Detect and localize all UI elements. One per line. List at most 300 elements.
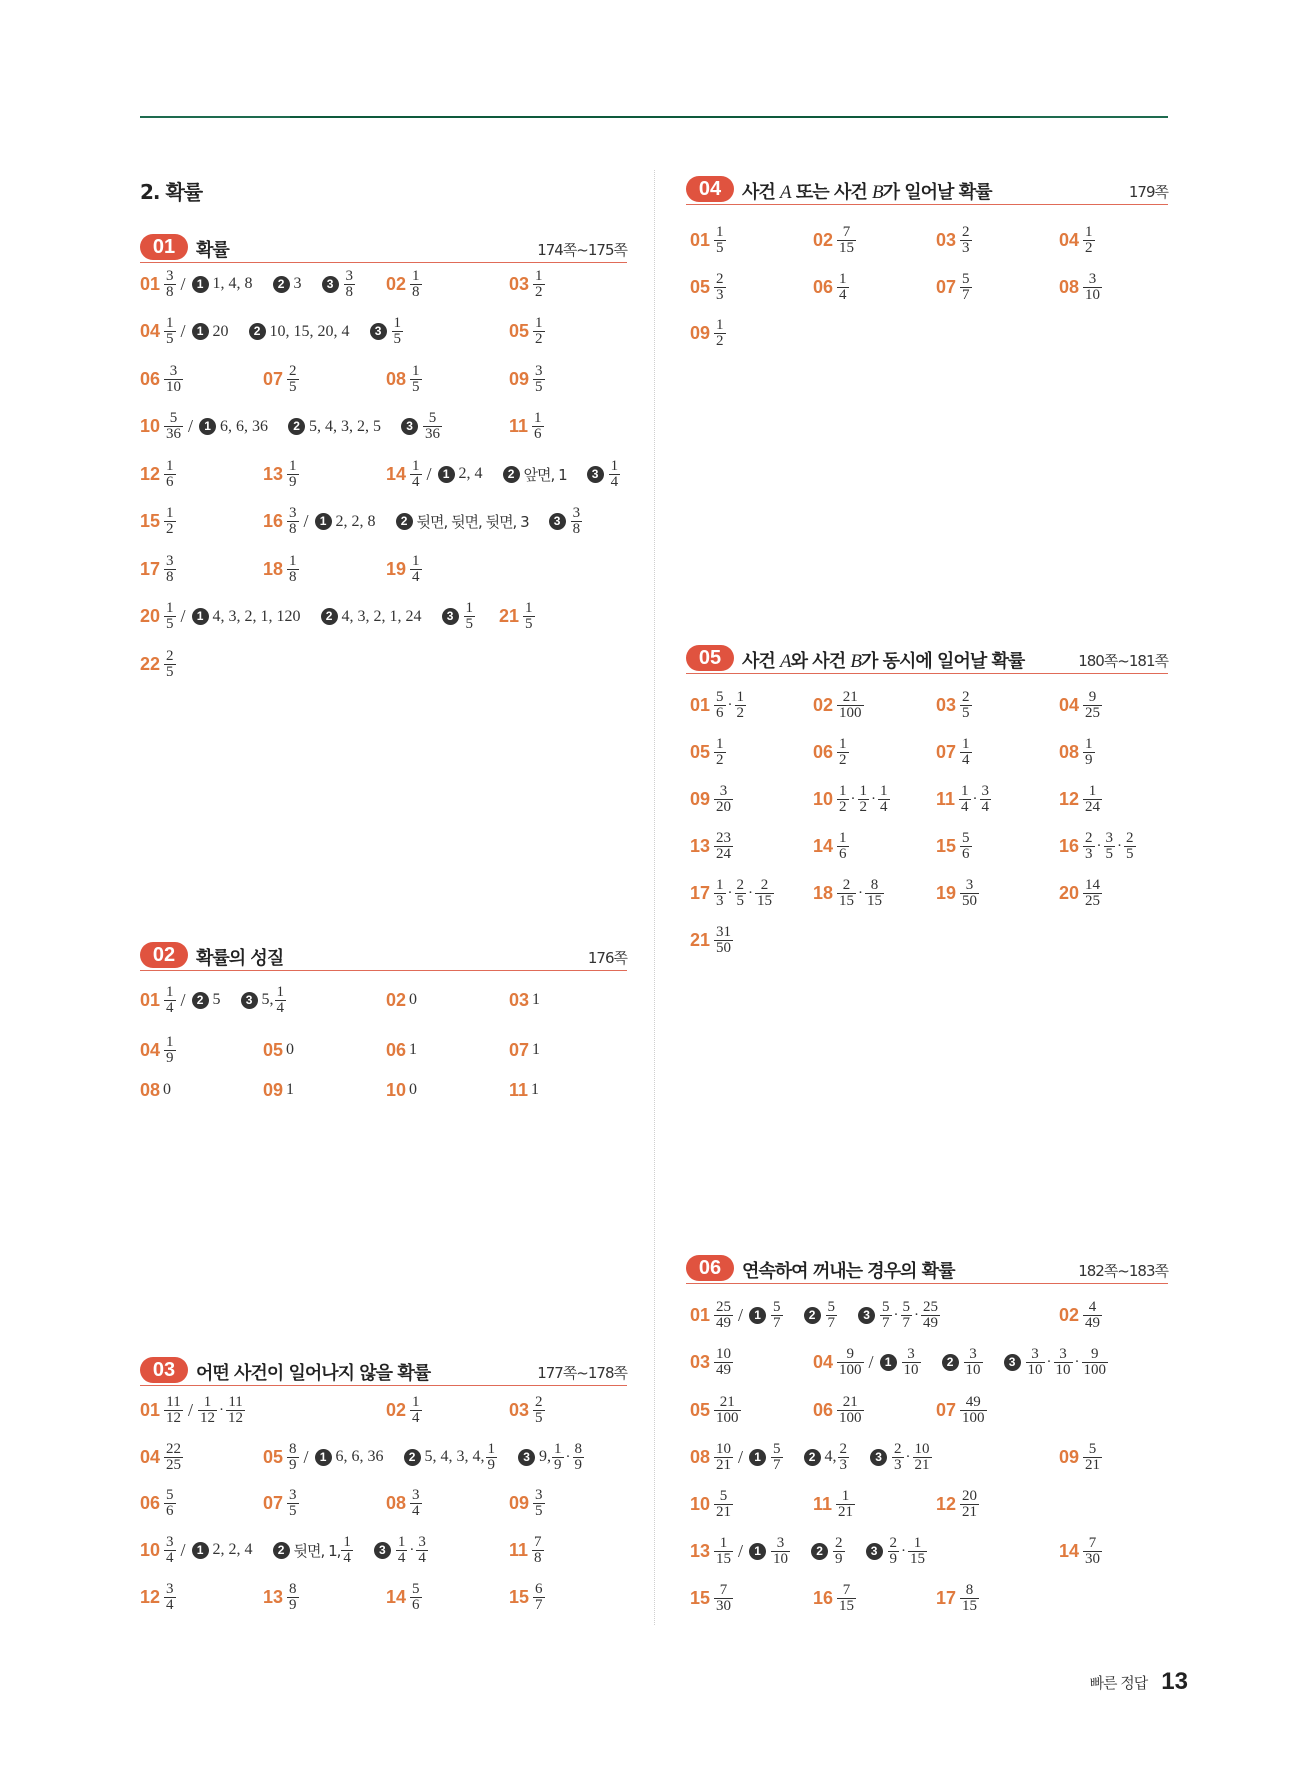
answer-text: 1	[532, 1041, 541, 1058]
answer-number: 20	[1059, 882, 1080, 903]
denominator: 21	[1085, 1456, 1101, 1473]
answer-item	[263, 1483, 300, 1523]
step-2-icon: 2	[192, 992, 209, 1009]
denominator: 21	[716, 1456, 732, 1473]
answer-number: 06	[140, 368, 161, 389]
denominator: 25	[166, 1456, 182, 1473]
answer-number: 10	[140, 1539, 161, 1560]
fraction	[837, 831, 849, 862]
numerator: 1	[719, 1534, 728, 1551]
step-1-icon: 1	[438, 466, 455, 483]
section-05-header	[686, 643, 1168, 674]
numerator: 1	[839, 829, 847, 846]
numerator: 3	[1059, 1345, 1067, 1362]
answer-item	[499, 597, 536, 637]
separator-dot: ·	[858, 884, 864, 901]
answer-text: 0	[163, 1081, 172, 1098]
answer-text: 1	[531, 1081, 540, 1098]
numerator: 3	[1031, 1345, 1039, 1362]
answer-item	[140, 644, 177, 684]
fraction	[164, 506, 176, 537]
fraction	[287, 1488, 299, 1519]
answer-item	[140, 1483, 177, 1523]
slash: /	[188, 1399, 194, 1420]
answer-number: 02	[1059, 1304, 1080, 1325]
fraction	[523, 601, 535, 632]
step-3-icon: 3	[442, 608, 459, 625]
numerator: 10	[716, 1345, 732, 1362]
denominator: 15	[839, 1597, 855, 1614]
step-2-icon: 2	[273, 1542, 290, 1559]
fraction	[902, 1347, 921, 1378]
step-3-icon: 3	[322, 276, 339, 293]
answer-number: 08	[1059, 276, 1080, 297]
denominator: 8	[166, 283, 174, 300]
answer-item	[690, 267, 727, 307]
slash: /	[303, 511, 309, 531]
answer-number: 11	[509, 1079, 529, 1100]
answer-number: 03	[509, 1399, 530, 1420]
answer-item	[140, 264, 356, 304]
denominator: 15	[716, 1550, 732, 1567]
numerator: 1	[412, 552, 420, 569]
fraction	[410, 459, 422, 490]
fraction	[287, 364, 299, 395]
fraction	[344, 269, 356, 300]
fraction	[533, 364, 545, 395]
fraction	[275, 985, 287, 1016]
answer-number: 06	[140, 1492, 161, 1513]
answer-number: 07	[263, 1492, 284, 1513]
separator-dot: ·	[914, 1306, 920, 1323]
answer-item	[140, 312, 404, 352]
fraction	[1104, 831, 1116, 862]
denominator: 4	[343, 1549, 351, 1566]
denominator: 21	[914, 1456, 930, 1473]
denominator: 7	[962, 286, 970, 303]
numerator: 1	[736, 688, 745, 705]
denominator: 9	[554, 1456, 562, 1473]
answer-item	[813, 1390, 865, 1430]
numerator: 7	[719, 1581, 728, 1598]
answer-number: 13	[690, 835, 711, 856]
numerator: 1	[487, 1440, 496, 1457]
section-badge: 03	[140, 1357, 188, 1383]
numerator: 1	[289, 552, 297, 569]
section-pages: 182쪽~183쪽	[1078, 1262, 1168, 1280]
answer-item	[386, 264, 423, 304]
slash: /	[868, 1351, 874, 1372]
answer-number: 18	[263, 558, 284, 579]
numerator: 21	[842, 1393, 858, 1410]
answer-item	[263, 1070, 294, 1110]
answer-number: 05	[690, 1399, 711, 1420]
answer-item	[509, 264, 546, 304]
answer-number: 14	[813, 835, 834, 856]
denominator: 49	[1085, 1314, 1101, 1331]
fraction	[1083, 1442, 1102, 1473]
answer-number: 07	[936, 276, 957, 297]
step-3-icon: 3	[241, 992, 258, 1009]
fraction	[714, 225, 726, 256]
denominator: 6	[166, 473, 174, 490]
answer-text: 4,	[824, 1448, 837, 1465]
numerator: 1	[535, 267, 543, 284]
denominator: 3	[1085, 845, 1093, 862]
numerator: 21	[719, 1393, 735, 1410]
fraction	[714, 1536, 733, 1567]
separator-dot: ·	[1074, 1353, 1080, 1370]
numerator: 1	[343, 1533, 351, 1550]
numerator: 8	[574, 1440, 583, 1457]
answer-number: 14	[386, 463, 407, 484]
fraction	[837, 1583, 856, 1614]
answer-item	[386, 980, 417, 1020]
answer-item	[936, 1578, 980, 1618]
section-title: 연속하여 꺼내는 경우의 확률	[742, 1261, 955, 1282]
answer-number: 01	[690, 1304, 711, 1325]
fraction	[714, 878, 726, 909]
numerator: 7	[534, 1533, 542, 1550]
fraction	[164, 554, 176, 585]
numerator: 9	[846, 1345, 855, 1362]
answer-item	[509, 1070, 539, 1110]
denominator: 2	[839, 751, 847, 768]
top-rule-accent	[290, 116, 1020, 118]
fraction	[838, 1442, 850, 1473]
separator-dot: ·	[727, 884, 733, 901]
fraction	[1083, 1300, 1102, 1331]
separator-dot: ·	[1046, 1353, 1052, 1370]
section-pages: 180쪽~181쪽	[1078, 652, 1168, 670]
denominator: 36	[166, 426, 182, 442]
slash: /	[180, 321, 186, 341]
denominator: 3	[716, 286, 724, 303]
numerator: 1	[839, 782, 847, 799]
denominator: 8	[166, 568, 174, 585]
answer-item	[509, 1030, 540, 1070]
numerator: 3	[981, 782, 990, 799]
step-1-icon: 1	[192, 608, 209, 625]
denominator: 15	[839, 239, 855, 256]
numerator: 14	[1085, 876, 1101, 893]
denominator: 100	[1083, 1361, 1107, 1378]
fraction	[410, 364, 422, 395]
answer-number: 15	[936, 835, 957, 856]
fraction	[880, 1300, 892, 1331]
denominator: 12	[200, 1409, 216, 1426]
answer-number: 01	[690, 694, 711, 715]
denominator: 10	[166, 378, 182, 395]
numerator: 5	[827, 1298, 836, 1315]
denominator: 5	[289, 378, 297, 395]
answer-item	[690, 873, 775, 913]
numerator: 3	[166, 1580, 174, 1597]
denominator: 7	[827, 1314, 836, 1331]
denominator: 25	[1085, 704, 1101, 721]
answer-item	[813, 1484, 856, 1524]
fraction	[714, 925, 733, 956]
page-footer	[1090, 1668, 1188, 1696]
chapter-title: 2. 확률	[140, 180, 203, 204]
numerator: 1	[166, 983, 174, 1000]
step-1-icon: 1	[315, 1449, 332, 1466]
answer-item	[386, 1390, 423, 1430]
fraction	[714, 318, 726, 349]
denominator: 4	[397, 1549, 406, 1566]
denominator: 4	[412, 568, 420, 585]
fraction	[837, 878, 856, 909]
numerator: 3	[412, 1486, 420, 1503]
numerator: 8	[289, 1440, 297, 1457]
section-04-header	[686, 174, 1168, 205]
answer-item	[813, 685, 865, 725]
answer-item	[140, 407, 443, 447]
denominator: 9	[289, 473, 297, 490]
answer-text: 5	[212, 991, 221, 1008]
numerator: 3	[1105, 829, 1114, 846]
numerator: 5	[169, 410, 178, 426]
answer-number: 02	[813, 694, 834, 715]
numerator: 7	[842, 223, 851, 240]
answer-text: 1, 4, 8	[212, 275, 253, 292]
fraction	[571, 506, 583, 537]
fraction	[960, 1583, 979, 1614]
denominator: 5	[412, 378, 420, 395]
denominator: 2	[839, 798, 847, 815]
fraction	[837, 272, 849, 303]
step-3-icon: 3	[374, 1542, 391, 1559]
answer-item	[690, 685, 747, 725]
answer-number: 11	[936, 788, 956, 809]
fraction	[714, 737, 726, 768]
numerator: 2	[166, 647, 174, 664]
answer-item	[509, 359, 546, 399]
answer-text: 0	[409, 991, 418, 1008]
section-badge: 04	[686, 176, 734, 202]
step-2-icon: 2	[273, 276, 290, 293]
answer-text: 10, 15, 20, 4	[269, 322, 350, 340]
fraction	[960, 272, 972, 303]
numerator: 1	[166, 505, 174, 521]
answer-text: 9,	[539, 1448, 552, 1465]
answer-number: 05	[690, 276, 711, 297]
fraction	[960, 225, 972, 256]
answer-text: 1	[532, 991, 541, 1008]
denominator: 30	[716, 1597, 732, 1614]
fraction	[980, 784, 992, 815]
fraction	[714, 1395, 741, 1426]
numerator: 25	[923, 1298, 939, 1315]
numerator: 1	[203, 1393, 212, 1410]
numerator: 1	[880, 782, 888, 799]
answer-item	[936, 732, 973, 772]
answer-number: 01	[140, 1399, 161, 1420]
fraction	[552, 1442, 564, 1473]
section-title: 확률의 성질	[196, 948, 284, 969]
separator-dot: ·	[893, 1306, 899, 1323]
denominator: 5	[525, 616, 533, 632]
slash: /	[738, 1540, 744, 1561]
numerator: 7	[842, 1581, 851, 1598]
answer-number: 19	[936, 882, 957, 903]
denominator: 3	[894, 1456, 902, 1473]
answer-item	[140, 1070, 171, 1110]
answer-item	[690, 826, 734, 866]
answer-text: 6, 6, 36	[220, 417, 269, 435]
denominator: 9	[835, 1550, 843, 1567]
fraction	[410, 269, 422, 300]
numerator: 3	[166, 552, 174, 569]
answer-number: 11	[509, 416, 529, 436]
answer-text: 2, 4	[458, 465, 483, 482]
denominator: 49	[716, 1314, 732, 1331]
fraction	[486, 1442, 498, 1473]
fraction	[826, 1300, 838, 1331]
denominator: 7	[773, 1314, 781, 1331]
answer-number: 14	[1059, 1540, 1080, 1561]
numerator: 20	[962, 1487, 978, 1504]
numerator: 2	[962, 223, 970, 240]
numerator: 2	[894, 1440, 902, 1457]
numerator: 1	[839, 735, 847, 752]
fraction	[735, 878, 747, 909]
answer-item	[690, 1484, 734, 1524]
fraction	[921, 1300, 940, 1331]
answer-number: 04	[1059, 229, 1080, 250]
answer-item	[1059, 1295, 1103, 1335]
step-1-icon: 1	[199, 418, 216, 435]
answer-item	[509, 1577, 546, 1617]
answer-number: 15	[509, 1586, 530, 1607]
fraction	[960, 831, 972, 862]
answer-item	[386, 1483, 423, 1523]
section-06-header	[686, 1253, 1168, 1284]
answer-item	[509, 1390, 546, 1430]
fraction	[714, 1583, 733, 1614]
answer-number: 10	[386, 1079, 407, 1100]
denominator: 4	[412, 473, 420, 490]
step-2-icon: 2	[321, 608, 338, 625]
step-1-icon: 1	[880, 1354, 897, 1371]
denominator: 100	[716, 1409, 739, 1426]
fraction	[410, 1488, 422, 1519]
fraction	[960, 690, 972, 721]
fraction	[164, 411, 183, 442]
denominator: 6	[839, 845, 847, 862]
denominator: 24	[716, 845, 732, 862]
numerator: 1	[525, 600, 533, 616]
slash: /	[738, 1446, 744, 1467]
numerator: 1	[412, 267, 420, 284]
answer-item	[263, 1437, 585, 1477]
numerator: 2	[760, 876, 769, 893]
step-2-icon: 2	[811, 1543, 828, 1560]
separator-dot: ·	[727, 696, 733, 713]
section-03-header	[140, 1355, 627, 1386]
denominator: 5	[166, 616, 174, 632]
answer-number: 09	[690, 322, 711, 343]
denominator: 20	[716, 798, 732, 815]
fraction	[287, 1582, 299, 1613]
answer-number: 12	[140, 463, 161, 484]
answer-item	[813, 267, 850, 307]
denominator: 7	[882, 1314, 890, 1331]
answer-number: 10	[813, 788, 834, 809]
answer-item	[936, 826, 973, 866]
fraction	[714, 1442, 733, 1473]
denominator: 100	[962, 1409, 985, 1426]
numerator: 1	[534, 410, 542, 426]
answer-number: 07	[936, 1399, 957, 1420]
answer-number: 01	[690, 229, 711, 250]
denominator: 21	[962, 1503, 978, 1520]
answer-number: 08	[690, 1446, 711, 1467]
fraction	[1083, 784, 1102, 815]
denominator: 10	[965, 1361, 981, 1378]
fraction	[198, 1395, 217, 1426]
denominator: 5	[166, 331, 174, 347]
fraction	[533, 316, 545, 347]
fraction	[964, 1347, 983, 1378]
answer-text: 3	[293, 275, 302, 292]
fraction	[287, 554, 299, 585]
numerator: 3	[535, 1486, 543, 1503]
answer-item	[690, 920, 734, 960]
numerator: 1	[716, 316, 724, 333]
answer-number: 07	[936, 741, 957, 762]
denominator: 10	[903, 1361, 919, 1378]
denominator: 2	[716, 751, 724, 768]
step-3-icon: 3	[518, 1449, 535, 1466]
fraction	[878, 784, 890, 815]
denominator: 5	[535, 1502, 543, 1519]
denominator: 7	[902, 1314, 911, 1331]
fraction	[164, 1535, 176, 1566]
denominator: 7	[773, 1456, 781, 1473]
numerator: 3	[166, 1533, 174, 1550]
answer-item	[1059, 1437, 1103, 1477]
fraction	[908, 1536, 927, 1567]
answer-number: 04	[140, 1446, 161, 1467]
fraction	[714, 831, 733, 862]
slash: /	[180, 606, 186, 626]
denominator: 5	[289, 1502, 297, 1519]
step-2-icon: 2	[404, 1449, 421, 1466]
answer-item	[813, 1342, 1109, 1382]
fraction	[164, 985, 176, 1016]
denominator: 2	[716, 332, 724, 349]
slash: /	[738, 1304, 744, 1325]
step-3-icon: 3	[587, 466, 604, 483]
denominator: 15	[839, 892, 855, 909]
answer-item	[1059, 685, 1103, 725]
separator-dot: ·	[1117, 837, 1123, 854]
denominator: 10	[1027, 1361, 1043, 1378]
numerator: 11	[228, 1393, 243, 1410]
answer-number: 15	[690, 1587, 711, 1608]
numerator: 7	[1088, 1534, 1097, 1551]
numerator: 5	[902, 1298, 911, 1315]
denominator: 5	[393, 331, 402, 347]
answer-item	[386, 549, 423, 589]
separator-dot: ·	[871, 790, 877, 807]
fraction	[164, 1035, 176, 1066]
denominator: 4	[166, 999, 174, 1016]
fraction	[1083, 878, 1102, 909]
answer-number: 02	[386, 1399, 407, 1420]
fraction	[771, 1300, 783, 1331]
